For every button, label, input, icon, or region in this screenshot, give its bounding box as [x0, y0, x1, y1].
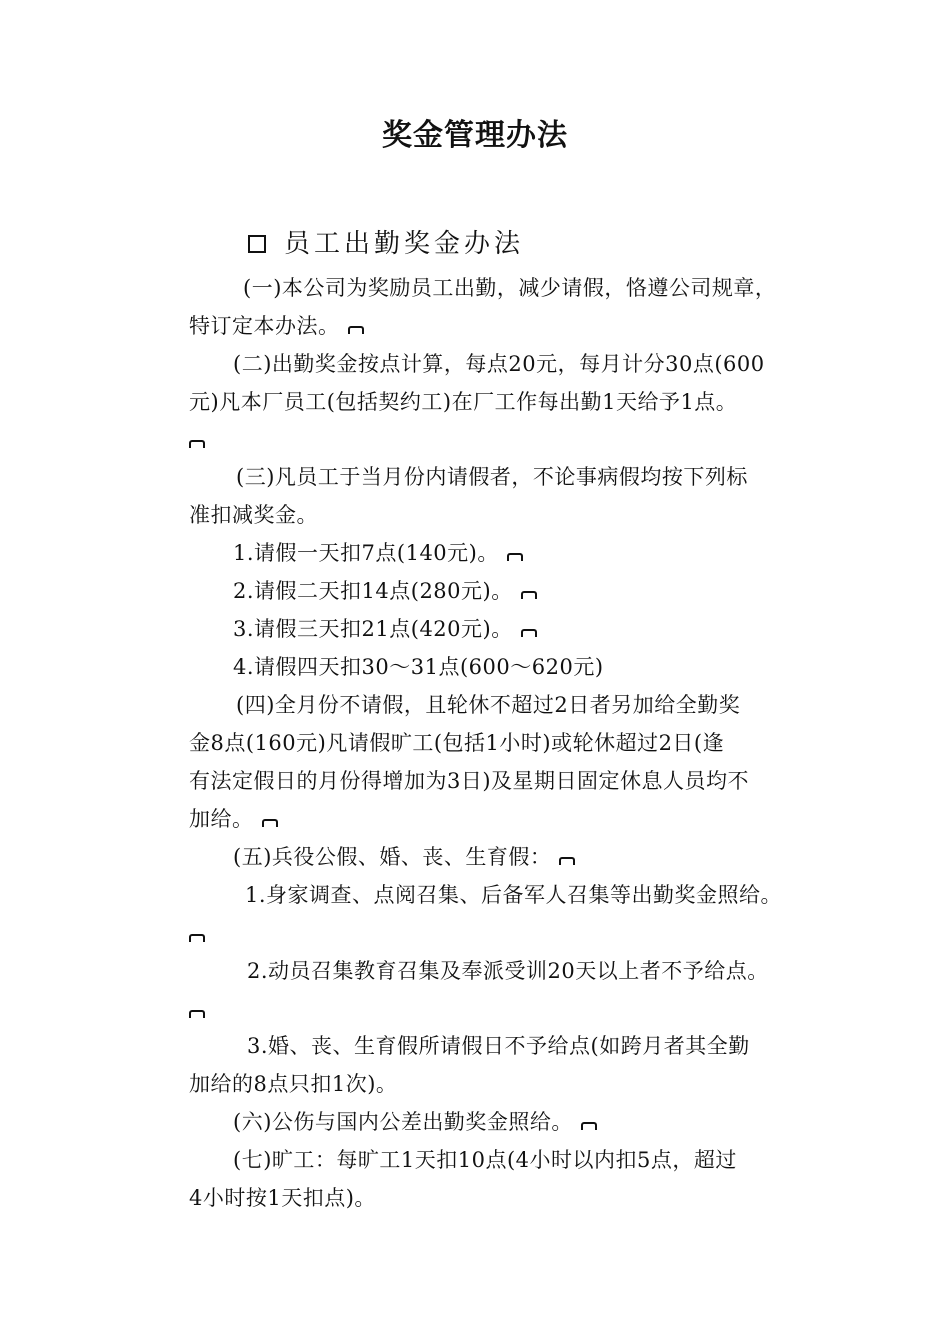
paragraph-mark-icon: [521, 591, 537, 599]
paragraph-mark-icon: [189, 1010, 205, 1018]
list-item: 2.请假二天扣14点(280元)。: [233, 576, 537, 606]
paragraph-mark-icon: [189, 934, 205, 942]
paragraph-line: 有法定假日的月份得增加为3日)及星期日固定休息人员均不: [189, 769, 750, 793]
checkbox-square-icon: [248, 235, 266, 253]
section-heading: [248, 226, 524, 262]
paragraph-mark-icon: [189, 440, 205, 448]
section-title: 员工出勤奖金办法: [284, 229, 525, 259]
document-title: 奖金管理办法: [382, 118, 568, 153]
paragraph-mark-icon: [559, 857, 575, 865]
paragraph-mark-icon: [507, 553, 523, 561]
paragraph-mark-icon: [521, 629, 537, 637]
list-item: 4.请假四天扣30～31点(600～620元): [233, 655, 604, 679]
paragraph-line: (三)凡员工于当月份内请假者，不论事病假均按下列标: [236, 465, 748, 489]
paragraph-line: 元)凡本厂员工(包括契约工)在厂工作每出勤1天给予1点。: [189, 390, 738, 414]
paragraph-mark-icon: [581, 1122, 597, 1130]
paragraph-line: 加给。: [189, 804, 278, 834]
paragraph-mark-icon: [262, 819, 278, 827]
paragraph-line: (五)兵役公假、婚、丧、生育假：: [233, 842, 575, 872]
list-item: 2.动员召集教育召集及奉派受训20天以上者不予给点。: [247, 959, 769, 983]
paragraph-line: (二)出勤奖金按点计算，每点20元，每月计分30点(600: [233, 352, 765, 376]
paragraph-line: 特订定本办法。: [189, 311, 364, 341]
paragraph-line: 加给的8点只扣1次)。: [189, 1072, 398, 1096]
list-item: 3.婚、丧、生育假所请假日不予给点(如跨月者其全勤: [247, 1034, 750, 1058]
paragraph-mark-icon: [348, 326, 364, 334]
paragraph-line: (一)本公司为奖励员工出勤，减少请假，恪遵公司规章，: [243, 276, 777, 300]
paragraph-line: 4小时按1天扣点)。: [189, 1186, 376, 1210]
list-item: 1.请假一天扣7点(140元)。: [233, 538, 523, 568]
list-item: 1.身家调查、点阅召集、后备军人召集等出勤奖金照给。: [245, 883, 783, 907]
list-item: 3.请假三天扣21点(420元)。: [233, 614, 537, 644]
paragraph-line: 准扣减奖金。: [189, 503, 318, 527]
paragraph-line: 金8点(160元)凡请假旷工(包括1小时)或轮休超过2日(逢: [189, 731, 725, 755]
paragraph-line: (七)旷工：每旷工1天扣10点(4小时以内扣5点，超过: [233, 1148, 737, 1172]
paragraph-line: (六)公伤与国内公差出勤奖金照给。: [233, 1107, 597, 1137]
paragraph-line: (四)全月份不请假，且轮休不超过2日者另加给全勤奖: [236, 693, 741, 717]
